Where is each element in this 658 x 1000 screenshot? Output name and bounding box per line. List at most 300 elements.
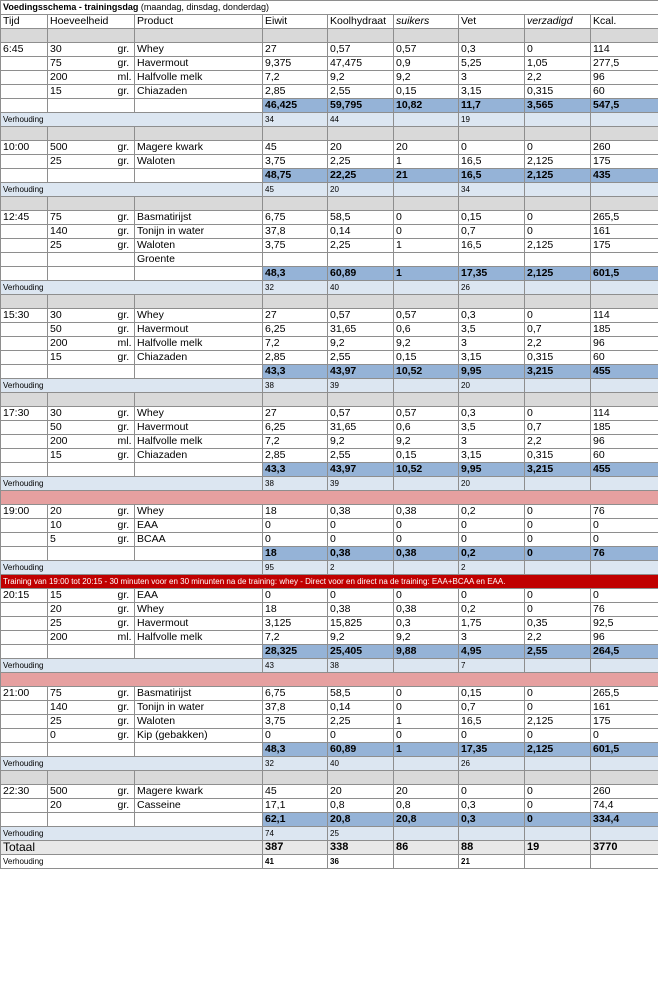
product-cell[interactable]: Kip (gebakken)	[135, 729, 263, 743]
value-cell-verz[interactable]: 0	[525, 589, 591, 603]
value-cell-eiwit[interactable]: 6,25	[263, 323, 328, 337]
value-cell-kcal[interactable]: 60	[591, 85, 658, 99]
product-cell[interactable]: Basmatirijst	[135, 687, 263, 701]
value-cell-kcal[interactable]: 265,5	[591, 687, 658, 701]
unit-cell[interactable]: gr.	[116, 533, 135, 547]
value-cell-kcal[interactable]: 0	[591, 589, 658, 603]
unit-cell[interactable]: gr.	[116, 155, 135, 169]
ratio-label-cell[interactable]: Verhouding	[1, 183, 263, 197]
quantity-cell[interactable]: 30	[48, 309, 116, 323]
meal-time-cell[interactable]: 17:30	[1, 407, 48, 421]
ratio-cell-vet[interactable]: 26	[459, 281, 525, 295]
value-cell-verz[interactable]: 0	[525, 225, 591, 239]
value-cell-verz[interactable]: 0	[525, 701, 591, 715]
separator-cell[interactable]	[394, 295, 459, 309]
product-cell[interactable]: EAA	[135, 519, 263, 533]
value-cell-kh[interactable]: 0,57	[328, 43, 394, 57]
ratio-label-cell[interactable]: Verhouding	[1, 281, 263, 295]
value-cell-kcal[interactable]: 260	[591, 785, 658, 799]
total-cell-eiwit[interactable]: 48,75	[263, 169, 328, 183]
ratio-cell-suikers[interactable]	[394, 281, 459, 295]
total-cell-kh[interactable]: 43,97	[328, 463, 394, 477]
separator-cell[interactable]	[135, 771, 263, 785]
total-empty-cell[interactable]	[135, 547, 263, 561]
unit-cell[interactable]: gr.	[116, 589, 135, 603]
total-cell-kcal[interactable]: 455	[591, 365, 658, 379]
unit-cell[interactable]: gr.	[116, 785, 135, 799]
total-cell-kcal[interactable]: 601,5	[591, 267, 658, 281]
value-cell-vet[interactable]: 1,75	[459, 617, 525, 631]
ratio-cell-kh[interactable]: 44	[328, 113, 394, 127]
value-cell-kcal[interactable]: 114	[591, 43, 658, 57]
total-cell-kh[interactable]: 20,8	[328, 813, 394, 827]
total-cell-suikers[interactable]: 21	[394, 169, 459, 183]
time-cell[interactable]	[1, 351, 48, 365]
ratio-cell-eiwit[interactable]: 34	[263, 113, 328, 127]
value-cell-eiwit[interactable]: 27	[263, 407, 328, 421]
product-cell[interactable]: Halfvolle melk	[135, 71, 263, 85]
total-cell-eiwit[interactable]: 48,3	[263, 743, 328, 757]
product-cell[interactable]: Chiazaden	[135, 85, 263, 99]
separator-cell[interactable]	[328, 295, 394, 309]
quantity-cell[interactable]: 25	[48, 715, 116, 729]
value-cell-suikers[interactable]: 0	[394, 729, 459, 743]
value-cell-verz[interactable]: 2,2	[525, 71, 591, 85]
value-cell-eiwit[interactable]: 37,8	[263, 225, 328, 239]
value-cell-eiwit[interactable]: 2,85	[263, 85, 328, 99]
total-cell-eiwit[interactable]: 28,325	[263, 645, 328, 659]
value-cell-eiwit[interactable]: 6,75	[263, 687, 328, 701]
separator-cell[interactable]	[394, 197, 459, 211]
total-cell-verz[interactable]: 2,125	[525, 267, 591, 281]
value-cell-suikers[interactable]: 0	[394, 211, 459, 225]
quantity-cell[interactable]: 75	[48, 687, 116, 701]
separator-cell[interactable]	[328, 771, 394, 785]
time-cell[interactable]	[1, 715, 48, 729]
meal-time-cell[interactable]: 6:45	[1, 43, 48, 57]
total-empty-cell[interactable]	[48, 645, 135, 659]
total-cell-vet[interactable]: 0,3	[459, 813, 525, 827]
value-cell-suikers[interactable]: 0,38	[394, 603, 459, 617]
total-cell-eiwit[interactable]: 48,3	[263, 267, 328, 281]
value-cell-vet[interactable]: 3	[459, 337, 525, 351]
value-cell-kh[interactable]: 0,57	[328, 309, 394, 323]
value-cell-verz[interactable]: 0	[525, 785, 591, 799]
meal-time-cell[interactable]: 19:00	[1, 505, 48, 519]
total-empty-cell[interactable]	[135, 365, 263, 379]
separator-cell[interactable]	[459, 295, 525, 309]
value-cell-verz[interactable]: 0	[525, 505, 591, 519]
value-cell-kcal[interactable]: 175	[591, 715, 658, 729]
value-cell-verz[interactable]: 0,315	[525, 85, 591, 99]
value-cell-kcal[interactable]: 161	[591, 701, 658, 715]
ratio-cell-suikers[interactable]	[394, 757, 459, 771]
time-cell[interactable]	[1, 617, 48, 631]
header-kcal[interactable]: Kcal.	[591, 15, 658, 29]
separator-cell[interactable]	[263, 295, 328, 309]
total-empty-cell[interactable]	[135, 267, 263, 281]
value-cell-kh[interactable]: 58,5	[328, 687, 394, 701]
total-cell-kcal[interactable]: 547,5	[591, 99, 658, 113]
total-cell-vet[interactable]: 17,35	[459, 743, 525, 757]
product-cell[interactable]: Tonijn in water	[135, 225, 263, 239]
unit-cell[interactable]: ml.	[116, 631, 135, 645]
value-cell-eiwit[interactable]: 2,85	[263, 449, 328, 463]
value-cell-eiwit[interactable]: 0	[263, 589, 328, 603]
value-cell-suikers[interactable]: 1	[394, 715, 459, 729]
value-cell-kh[interactable]: 20	[328, 785, 394, 799]
value-cell-kh[interactable]: 0,38	[328, 505, 394, 519]
value-cell-verz[interactable]: 0	[525, 729, 591, 743]
time-cell[interactable]	[1, 337, 48, 351]
time-cell[interactable]	[1, 71, 48, 85]
grand-total-eiwit[interactable]: 387	[263, 841, 328, 855]
ratio-cell-kcal[interactable]	[591, 477, 658, 491]
time-cell[interactable]	[1, 421, 48, 435]
product-cell[interactable]: Whey	[135, 43, 263, 57]
meal-time-cell[interactable]: 15:30	[1, 309, 48, 323]
separator-cell[interactable]	[48, 393, 135, 407]
unit-cell[interactable]: gr.	[116, 225, 135, 239]
product-cell[interactable]: Havermout	[135, 617, 263, 631]
time-cell[interactable]	[1, 519, 48, 533]
total-empty-cell[interactable]	[135, 743, 263, 757]
product-cell[interactable]: Whey	[135, 505, 263, 519]
product-cell[interactable]: BCAA	[135, 533, 263, 547]
quantity-cell[interactable]: 25	[48, 617, 116, 631]
ratio-cell-kcal[interactable]	[591, 183, 658, 197]
value-cell-verz[interactable]: 0	[525, 141, 591, 155]
value-cell-vet[interactable]: 0,7	[459, 225, 525, 239]
total-cell-suikers[interactable]: 20,8	[394, 813, 459, 827]
value-cell-kh[interactable]: 31,65	[328, 421, 394, 435]
value-cell-kh[interactable]: 0,57	[328, 407, 394, 421]
value-cell-vet[interactable]: 0	[459, 785, 525, 799]
grand-ratio-suikers[interactable]	[394, 855, 459, 869]
value-cell-vet[interactable]: 3,15	[459, 449, 525, 463]
value-cell-kcal[interactable]: 60	[591, 449, 658, 463]
value-cell-kcal[interactable]: 114	[591, 309, 658, 323]
header-suikers[interactable]: suikers	[394, 15, 459, 29]
value-cell-eiwit[interactable]: 0	[263, 519, 328, 533]
value-cell-verz[interactable]: 2,125	[525, 155, 591, 169]
sheet-title-cell[interactable]	[1, 1, 658, 15]
quantity-cell[interactable]: 500	[48, 141, 116, 155]
ratio-cell-eiwit[interactable]: 32	[263, 281, 328, 295]
quantity-cell[interactable]: 5	[48, 533, 116, 547]
value-cell-verz[interactable]: 0	[525, 309, 591, 323]
ratio-cell-suikers[interactable]	[394, 561, 459, 575]
grand-total-label[interactable]: Totaal	[1, 841, 263, 855]
grand-ratio-kh[interactable]: 36	[328, 855, 394, 869]
total-empty-cell[interactable]	[135, 645, 263, 659]
total-cell-vet[interactable]: 9,95	[459, 365, 525, 379]
time-cell[interactable]	[1, 239, 48, 253]
ratio-cell-kcal[interactable]	[591, 379, 658, 393]
value-cell-kcal[interactable]: 185	[591, 421, 658, 435]
unit-cell[interactable]: gr.	[116, 617, 135, 631]
total-cell-vet[interactable]: 17,35	[459, 267, 525, 281]
quantity-cell[interactable]: 75	[48, 57, 116, 71]
value-cell-kcal[interactable]: 0	[591, 729, 658, 743]
product-cell[interactable]: Groente	[135, 253, 263, 267]
value-cell-kcal[interactable]: 96	[591, 435, 658, 449]
quantity-cell[interactable]: 25	[48, 239, 116, 253]
value-cell-verz[interactable]: 0	[525, 519, 591, 533]
grand-ratio-kcal[interactable]	[591, 855, 658, 869]
product-cell[interactable]: Havermout	[135, 421, 263, 435]
separator-cell[interactable]	[1, 295, 48, 309]
total-cell-verz[interactable]: 0	[525, 813, 591, 827]
total-cell-kh[interactable]: 60,89	[328, 743, 394, 757]
value-cell-vet[interactable]	[459, 253, 525, 267]
product-cell[interactable]: Whey	[135, 309, 263, 323]
ratio-cell-suikers[interactable]	[394, 379, 459, 393]
separator-cell[interactable]	[525, 197, 591, 211]
value-cell-eiwit[interactable]: 7,2	[263, 337, 328, 351]
ratio-label-cell[interactable]: Verhouding	[1, 113, 263, 127]
total-cell-kh[interactable]: 0,38	[328, 547, 394, 561]
unit-cell[interactable]: gr.	[116, 449, 135, 463]
unit-cell[interactable]: ml.	[116, 337, 135, 351]
separator-cell[interactable]	[263, 771, 328, 785]
value-cell-kh[interactable]: 2,55	[328, 449, 394, 463]
ratio-cell-eiwit[interactable]: 43	[263, 659, 328, 673]
training-note-cell[interactable]: Training van 19:00 tot 20:15 - 30 minuten voor en 30 minunten na de training: whey - Direct voor en direct na de training: EAA+BCAA en EAA.	[1, 575, 658, 589]
separator-cell[interactable]	[263, 393, 328, 407]
ratio-cell-suikers[interactable]	[394, 183, 459, 197]
ratio-cell-kcal[interactable]	[591, 659, 658, 673]
ratio-label-cell[interactable]: Verhouding	[1, 379, 263, 393]
value-cell-verz[interactable]: 0,7	[525, 323, 591, 337]
total-empty-cell[interactable]	[1, 813, 48, 827]
grand-total-vet[interactable]: 88	[459, 841, 525, 855]
value-cell-kh[interactable]: 9,2	[328, 71, 394, 85]
separator-cell[interactable]	[1, 197, 48, 211]
value-cell-kcal[interactable]: 76	[591, 603, 658, 617]
total-cell-suikers[interactable]: 10,82	[394, 99, 459, 113]
quantity-cell[interactable]: 200	[48, 435, 116, 449]
value-cell-suikers[interactable]: 0	[394, 519, 459, 533]
separator-cell[interactable]	[525, 127, 591, 141]
ratio-cell-verz[interactable]	[525, 379, 591, 393]
quantity-cell[interactable]: 140	[48, 225, 116, 239]
total-cell-kcal[interactable]: 334,4	[591, 813, 658, 827]
ratio-cell-verz[interactable]	[525, 827, 591, 841]
ratio-cell-kcal[interactable]	[591, 757, 658, 771]
value-cell-kh[interactable]: 9,2	[328, 435, 394, 449]
value-cell-kh[interactable]: 0,38	[328, 603, 394, 617]
separator-cell[interactable]	[394, 29, 459, 43]
quantity-cell[interactable]: 0	[48, 729, 116, 743]
total-cell-suikers[interactable]: 10,52	[394, 365, 459, 379]
value-cell-suikers[interactable]: 0	[394, 701, 459, 715]
separator-cell[interactable]	[459, 771, 525, 785]
product-cell[interactable]: Havermout	[135, 323, 263, 337]
separator-pink-cell[interactable]	[1, 673, 658, 687]
header-eiwit[interactable]: Eiwit	[263, 15, 328, 29]
separator-cell[interactable]	[394, 393, 459, 407]
product-cell[interactable]: Halfvolle melk	[135, 435, 263, 449]
ratio-cell-vet[interactable]: 19	[459, 113, 525, 127]
value-cell-eiwit[interactable]: 2,85	[263, 351, 328, 365]
total-cell-suikers[interactable]: 10,52	[394, 463, 459, 477]
separator-cell[interactable]	[394, 771, 459, 785]
total-empty-cell[interactable]	[1, 743, 48, 757]
ratio-cell-kcal[interactable]	[591, 561, 658, 575]
separator-cell[interactable]	[48, 29, 135, 43]
product-cell[interactable]: Magere kwark	[135, 785, 263, 799]
ratio-cell-eiwit[interactable]: 74	[263, 827, 328, 841]
total-cell-vet[interactable]: 16,5	[459, 169, 525, 183]
value-cell-vet[interactable]: 0,15	[459, 687, 525, 701]
value-cell-eiwit[interactable]: 3,75	[263, 239, 328, 253]
total-cell-eiwit[interactable]: 46,425	[263, 99, 328, 113]
ratio-cell-verz[interactable]	[525, 183, 591, 197]
total-empty-cell[interactable]	[48, 267, 135, 281]
total-empty-cell[interactable]	[48, 463, 135, 477]
value-cell-eiwit[interactable]: 0	[263, 533, 328, 547]
value-cell-eiwit[interactable]: 37,8	[263, 701, 328, 715]
value-cell-vet[interactable]: 16,5	[459, 155, 525, 169]
ratio-cell-eiwit[interactable]: 45	[263, 183, 328, 197]
ratio-cell-vet[interactable]: 7	[459, 659, 525, 673]
ratio-cell-vet[interactable]: 26	[459, 757, 525, 771]
separator-cell[interactable]	[459, 127, 525, 141]
value-cell-kcal[interactable]: 96	[591, 631, 658, 645]
product-cell[interactable]: EAA	[135, 589, 263, 603]
ratio-cell-eiwit[interactable]: 95	[263, 561, 328, 575]
value-cell-kcal[interactable]: 96	[591, 71, 658, 85]
unit-cell[interactable]: gr.	[116, 421, 135, 435]
total-empty-cell[interactable]	[1, 267, 48, 281]
ratio-cell-kh[interactable]: 38	[328, 659, 394, 673]
time-cell[interactable]	[1, 701, 48, 715]
ratio-cell-vet[interactable]: 20	[459, 379, 525, 393]
value-cell-kcal[interactable]: 0	[591, 519, 658, 533]
ratio-label-cell[interactable]: Verhouding	[1, 561, 263, 575]
total-cell-vet[interactable]: 11,7	[459, 99, 525, 113]
quantity-cell[interactable]: 75	[48, 211, 116, 225]
separator-cell[interactable]	[263, 197, 328, 211]
value-cell-kh[interactable]: 20	[328, 141, 394, 155]
grand-total-verz[interactable]: 19	[525, 841, 591, 855]
value-cell-eiwit[interactable]: 7,2	[263, 435, 328, 449]
value-cell-eiwit[interactable]: 9,375	[263, 57, 328, 71]
product-cell[interactable]: Chiazaden	[135, 351, 263, 365]
value-cell-eiwit[interactable]: 45	[263, 141, 328, 155]
unit-cell[interactable]: gr.	[116, 351, 135, 365]
value-cell-kcal[interactable]	[591, 253, 658, 267]
total-cell-vet[interactable]: 4,95	[459, 645, 525, 659]
ratio-cell-kh[interactable]: 2	[328, 561, 394, 575]
header-koolhydraat[interactable]: Koolhydraat	[328, 15, 394, 29]
total-cell-suikers[interactable]: 1	[394, 267, 459, 281]
total-cell-verz[interactable]: 3,215	[525, 463, 591, 477]
header-tijd[interactable]: Tijd	[1, 15, 48, 29]
value-cell-eiwit[interactable]: 0	[263, 729, 328, 743]
value-cell-kcal[interactable]: 277,5	[591, 57, 658, 71]
ratio-cell-vet[interactable]	[459, 827, 525, 841]
ratio-label-cell[interactable]: Verhouding	[1, 757, 263, 771]
total-cell-verz[interactable]: 2,125	[525, 743, 591, 757]
value-cell-kcal[interactable]: 96	[591, 337, 658, 351]
product-cell[interactable]: Tonijn in water	[135, 701, 263, 715]
grand-total-kcal[interactable]: 3770	[591, 841, 658, 855]
value-cell-suikers[interactable]: 0,15	[394, 449, 459, 463]
unit-cell[interactable]: gr.	[116, 211, 135, 225]
ratio-cell-kh[interactable]: 39	[328, 379, 394, 393]
quantity-cell[interactable]: 200	[48, 337, 116, 351]
total-empty-cell[interactable]	[135, 463, 263, 477]
total-cell-suikers[interactable]: 9,88	[394, 645, 459, 659]
header-hoeveelheid[interactable]: Hoeveelheid	[48, 15, 135, 29]
ratio-cell-verz[interactable]	[525, 561, 591, 575]
separator-cell[interactable]	[459, 393, 525, 407]
value-cell-vet[interactable]: 0,2	[459, 505, 525, 519]
ratio-cell-kcal[interactable]	[591, 281, 658, 295]
value-cell-verz[interactable]: 2,2	[525, 337, 591, 351]
product-cell[interactable]: Whey	[135, 407, 263, 421]
separator-cell[interactable]	[591, 295, 658, 309]
value-cell-kh[interactable]: 0,14	[328, 701, 394, 715]
time-cell[interactable]	[1, 323, 48, 337]
separator-cell[interactable]	[525, 29, 591, 43]
total-empty-cell[interactable]	[1, 547, 48, 561]
total-empty-cell[interactable]	[135, 813, 263, 827]
value-cell-eiwit[interactable]: 27	[263, 43, 328, 57]
total-empty-cell[interactable]	[1, 645, 48, 659]
total-cell-kh[interactable]: 43,97	[328, 365, 394, 379]
product-cell[interactable]: Havermout	[135, 57, 263, 71]
total-cell-eiwit[interactable]: 43,3	[263, 463, 328, 477]
grand-ratio-eiwit[interactable]: 41	[263, 855, 328, 869]
value-cell-verz[interactable]: 0	[525, 43, 591, 57]
separator-cell[interactable]	[135, 127, 263, 141]
unit-cell[interactable]	[116, 253, 135, 267]
ratio-cell-kh[interactable]: 20	[328, 183, 394, 197]
separator-cell[interactable]	[591, 771, 658, 785]
ratio-cell-suikers[interactable]	[394, 827, 459, 841]
quantity-cell[interactable]: 20	[48, 799, 116, 813]
value-cell-vet[interactable]: 0,3	[459, 43, 525, 57]
value-cell-eiwit[interactable]: 17,1	[263, 799, 328, 813]
value-cell-suikers[interactable]: 9,2	[394, 435, 459, 449]
value-cell-verz[interactable]: 0	[525, 687, 591, 701]
product-cell[interactable]: Casseine	[135, 799, 263, 813]
value-cell-kh[interactable]	[328, 253, 394, 267]
value-cell-suikers[interactable]: 0,57	[394, 43, 459, 57]
value-cell-vet[interactable]: 3,5	[459, 421, 525, 435]
separator-cell[interactable]	[328, 29, 394, 43]
total-empty-cell[interactable]	[1, 169, 48, 183]
total-cell-kcal[interactable]: 455	[591, 463, 658, 477]
value-cell-verz[interactable]: 0	[525, 533, 591, 547]
value-cell-suikers[interactable]: 9,2	[394, 337, 459, 351]
value-cell-kh[interactable]: 2,25	[328, 715, 394, 729]
total-cell-verz[interactable]: 3,215	[525, 365, 591, 379]
product-cell[interactable]: Waloten	[135, 715, 263, 729]
separator-cell[interactable]	[135, 29, 263, 43]
ratio-label-cell[interactable]: Verhouding	[1, 477, 263, 491]
value-cell-suikers[interactable]: 0,57	[394, 407, 459, 421]
separator-cell[interactable]	[135, 295, 263, 309]
ratio-cell-eiwit[interactable]: 38	[263, 477, 328, 491]
product-cell[interactable]: Chiazaden	[135, 449, 263, 463]
value-cell-vet[interactable]: 0,3	[459, 407, 525, 421]
quantity-cell[interactable]: 15	[48, 85, 116, 99]
total-empty-cell[interactable]	[1, 99, 48, 113]
